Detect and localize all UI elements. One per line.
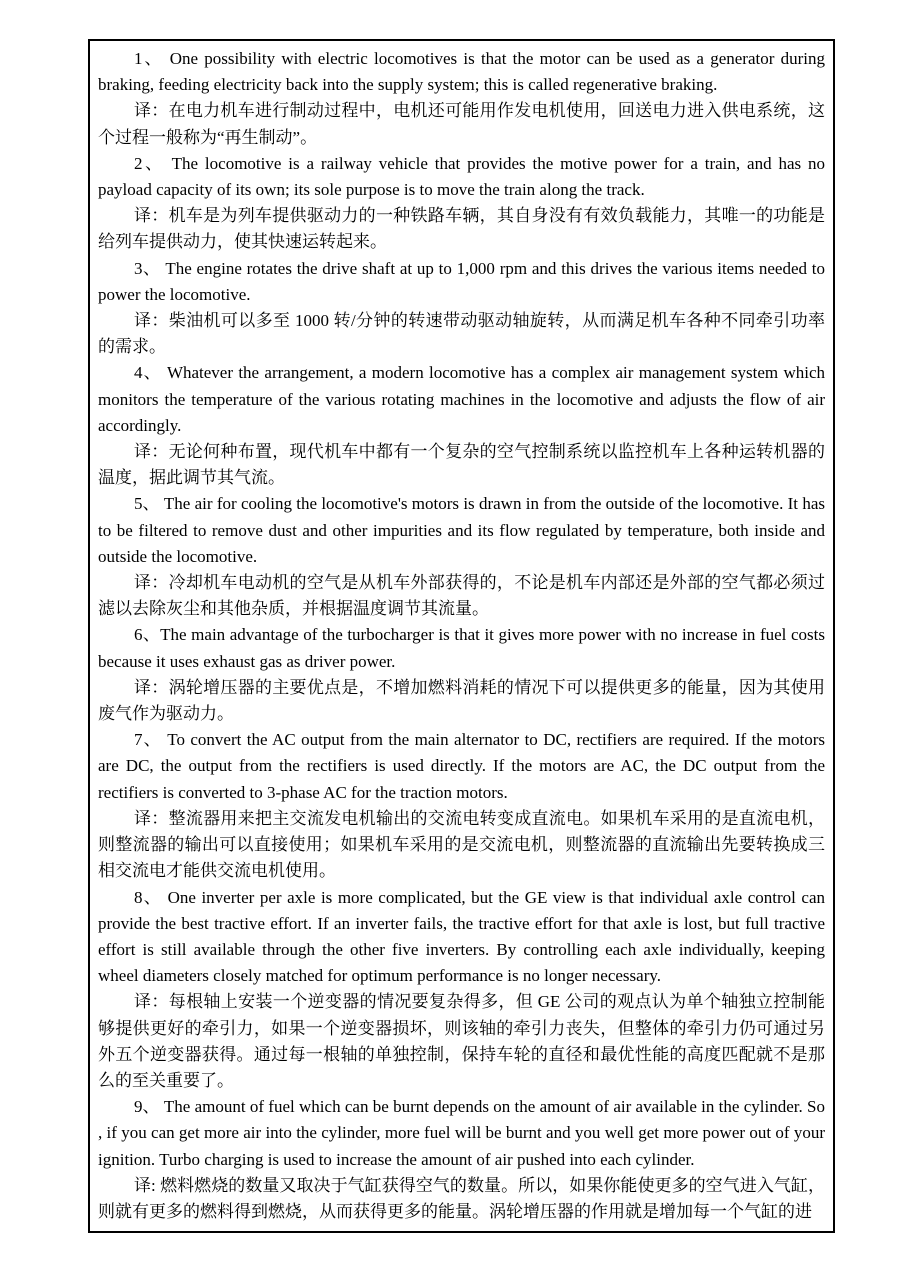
translation-item-3 xyxy=(98,256,825,361)
translation-item-5 xyxy=(98,491,825,622)
chinese-translation-4: 译：无论何种布置，现代机车中都有一个复杂的空气控制系统以监控机车上各种运转机器的温度，据此调节其气流。 xyxy=(98,442,825,488)
english-sentence-4: 4、 Whatever the arrangement, a modern locomotive has a complex air management system which monitors the temperature of the various rotating machines in the locomotive and adjusts the flow of air accordingly. xyxy=(98,363,825,435)
translation-item-2 xyxy=(98,151,825,256)
english-sentence-2: 2、 The locomotive is a railway vehicle that provides the motive power for a train, and has no payload capacity of its own; its sole purpose is to move the train along the track. xyxy=(98,153,825,200)
translation-item-6 xyxy=(98,622,825,727)
english-sentence-6: 6、The main advantage of the turbocharger is that it gives more power with no increase in fuel costs because it uses exhaust gas as driver power. xyxy=(98,625,825,671)
chinese-translation-1: 译：在电力机车进行制动过程中，电机还可能用作发电机使用，回送电力进入供电系统，这个过程一般称为“再生制动”。 xyxy=(98,101,825,147)
translation-item-9 xyxy=(98,1094,825,1225)
bordered-text-cell xyxy=(88,39,835,1233)
chinese-translation-6: 译：涡轮增压器的主要优点是，不增加燃料消耗的情况下可以提供更多的能量，因为其使用废气作为驱动力。 xyxy=(98,677,825,724)
chinese-translation-3: 译：柴油机可以多至 1000 转/分钟的转速带动驱动轴旋转，从而满足机车各种不同牵引功率的需求。 xyxy=(98,311,825,357)
english-sentence-7: 7、 To convert the AC output from the main alternator to DC, rectifiers are required. If the motors are DC, the output from the rectifiers is used directly. If the motors are AC, the DC output from the rectifiers is converted to 3-phase AC for the traction motors. xyxy=(98,730,825,802)
translation-item-7 xyxy=(98,727,825,884)
chinese-translation-2: 译：机车是为列车提供驱动力的一种铁路车辆，其自身没有有效负载能力，其唯一的功能是给列车提供动力，使其快速运转起来。 xyxy=(98,206,825,252)
chinese-translation-5: 译：冷却机车电动机的空气是从机车外部获得的，不论是机车内部还是外部的空气都必须过滤以去除灰尘和其他杂质，并根据温度调节其流量。 xyxy=(98,573,825,619)
english-sentence-5: 5、 The air for cooling the locomotive's motors is drawn in from the outside of the locomotive. It has to be filtered to remove dust and other impurities and its flow regulated by temperature, both inside and outside the locomotive. xyxy=(98,494,825,566)
english-sentence-1: 1、 One possibility with electric locomotives is that the motor can be used as a generator during braking, feeding electricity back into the supply system; this is called regenerative braking. xyxy=(98,49,825,95)
translation-item-1 xyxy=(98,46,825,151)
english-sentence-9: 9、 The amount of fuel which can be burnt depends on the amount of air available in the cylinder. So , if you can get more air into the cylinder, more fuel will be burnt and you well get more power out of your ignition. Turbo charging is used to increase the amount of air pushed into each cylinder. xyxy=(98,1097,825,1169)
chinese-translation-8: 译：每根轴上安装一个逆变器的情况要复杂得多，但 GE 公司的观点认为单个轴独立控制能够提供更好的牵引力，如果一个逆变器损坏，则该轴的牵引力丧失，但整体的牵引力仍可通过另外五个逆变器获得。通过每一根轴的单独控制，保持车轮的直径和最优性能的高度匹配就不是那么的至关重要了。 xyxy=(98,992,825,1090)
translation-item-4 xyxy=(98,360,825,491)
english-sentence-3: 3、 The engine rotates the drive shaft at up to 1,000 rpm and this drives the various items needed to power the locomotive. xyxy=(98,258,825,304)
english-sentence-8: 8、 One inverter per axle is more complicated, but the GE view is that individual axle control can provide the best tractive effort. If an inverter fails, the tractive effort for that axle is lost, but full tractive effort is still available through the other five inverters. By controlling each axle individually, keeping wheel diameters closely matched for optimum performance is no longer necessary. xyxy=(98,887,825,986)
chinese-translation-9: 译: 燃料燃烧的数量又取决于气缸获得空气的数量。所以，如果你能使更多的空气进入气缸，则就有更多的燃料得到燃烧，从而获得更多的能量。涡轮增压器的作用就是增加每一个气缸的进 xyxy=(98,1175,825,1221)
chinese-translation-7: 译：整流器用来把主交流发电机输出的交流电转变成直流电。如果机车采用的是直流电机，则整流器的输出可以直接使用；如果机车采用的是交流电机，则整流器的直流输出先要转换成三相交流电才能供交流电机使用。 xyxy=(98,808,825,881)
translation-item-8 xyxy=(98,885,825,1095)
